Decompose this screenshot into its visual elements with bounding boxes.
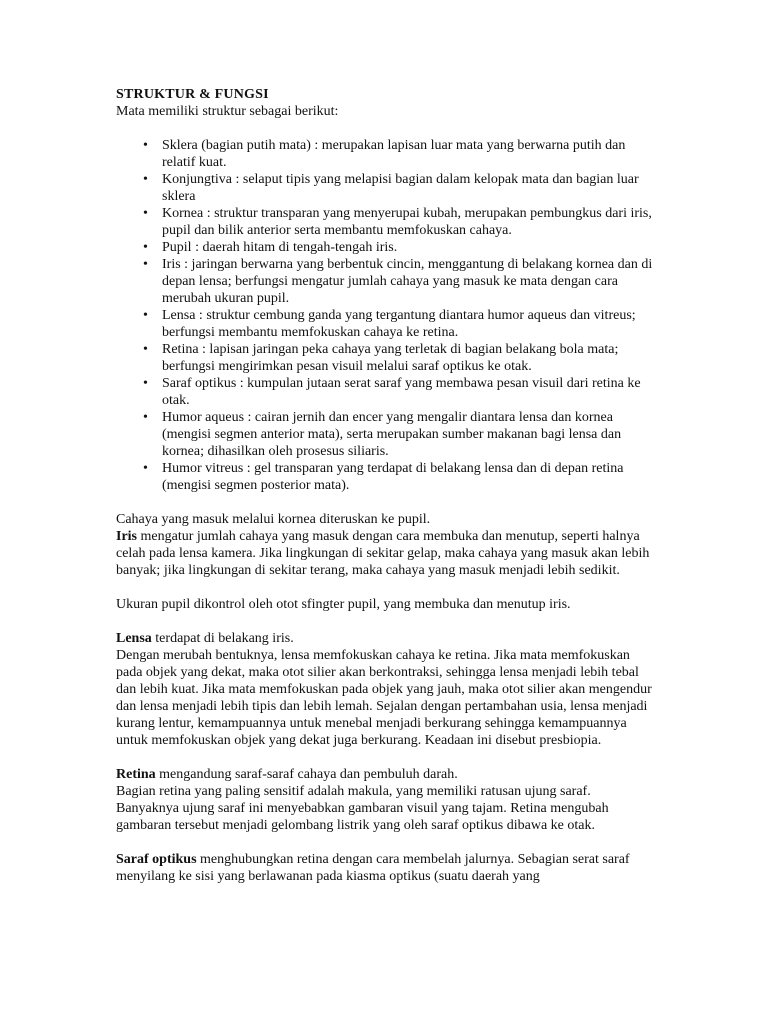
list-item-text: Iris : jaringan berwarna yang berbentuk cincin, menggantung di belakang kornea dan di depan lensa; berfungsi mengatur jumlah cahaya yang masuk ke mata dengan cara merubah ukuran pupil. xyxy=(162,257,653,306)
list-item xyxy=(116,205,656,239)
lensa-text: terdapat di belakang iris. xyxy=(151,631,294,646)
iris-paragraph xyxy=(116,528,656,579)
spacer xyxy=(116,834,656,851)
list-item-text: Konjungtiva : selaput tipis yang melapisi bagian dalam kelopak mata dan bagian luar sklera xyxy=(162,172,639,204)
list-item xyxy=(116,409,656,460)
document-title: STRUKTUR & FUNGSI xyxy=(116,87,269,102)
spacer xyxy=(116,494,656,511)
bullet-icon: • xyxy=(143,240,148,255)
bullet-icon: • xyxy=(143,376,148,391)
retina-detail-paragraph: Bagian retina yang paling sensitif adalah makula, yang memiliki ratusan ujung saraf. Banyaknya ujung saraf ini menyebabkan gambaran visuil yang tajam. Retina mengubah gambaran tersebut menjadi gelombang listrik yang oleh saraf optikus dibawa ke otak. xyxy=(116,784,609,833)
retina-text: mengandung saraf-saraf cahaya dan pembuluh darah. xyxy=(155,767,458,782)
iris-term: Iris xyxy=(116,529,137,544)
iris-text: mengatur jumlah cahaya yang masuk dengan cara membuka dan menutup, seperti halnya celah pada lensa kamera. Jika lingkungan di sekitar gelap, maka cahaya yang masuk akan lebih banyak; jika lingkungan di sekitar terang, maka cahaya yang masuk menjadi lebih sedikit. xyxy=(116,529,650,578)
bullet-icon: • xyxy=(143,461,148,476)
spacer xyxy=(116,749,656,766)
bullet-icon: • xyxy=(143,410,148,425)
saraf-paragraph xyxy=(116,851,656,885)
retina-term: Retina xyxy=(116,767,156,782)
pupil-paragraph: Ukuran pupil dikontrol oleh otot sfingter pupil, yang membuka dan menutup iris. xyxy=(116,597,571,612)
list-item xyxy=(116,239,656,256)
retina-paragraph xyxy=(116,766,656,783)
lensa-detail-paragraph: Dengan merubah bentuknya, lensa memfokuskan cahaya ke retina. Jika mata memfokuskan pada objek yang dekat, maka otot silier akan berkontraksi, sehingga lensa menjadi lebih tebal dan lebih kuat. Jika mata memfokuskan pada objek yang jauh, maka otot silier akan mengendur dan lensa menjadi lebih tipis dan lebih lemah. Sejalan dengan pertambahan usia, lensa menjadi kurang lentur, kemampuannya untuk menebal menjadi berkurang sehingga kemampuannya untuk memfokuskan objek yang dekat juga berkurang. Keadaan ini disebut presbiopia. xyxy=(116,648,652,748)
bullet-icon: • xyxy=(143,257,148,272)
list-item-text: Humor vitreus : gel transparan yang terdapat di belakang lensa dan di depan retina (mengisi segmen posterior mata). xyxy=(162,461,624,493)
list-item xyxy=(116,460,656,494)
list-item xyxy=(116,256,656,307)
list-item xyxy=(116,307,656,341)
intro-text: Mata memiliki struktur sebagai berikut: xyxy=(116,104,339,119)
spacer xyxy=(116,579,656,596)
structure-list xyxy=(116,137,656,494)
list-item xyxy=(116,171,656,205)
saraf-text: menghubungkan retina dengan cara membelah jalurnya. Sebagian serat saraf menyilang ke sisi yang berlawanan pada kiasma optikus (suatu daerah yang xyxy=(116,852,630,884)
bullet-icon: • xyxy=(143,308,148,323)
bullet-icon: • xyxy=(143,206,148,221)
spacer xyxy=(116,613,656,630)
list-item xyxy=(116,375,656,409)
bullet-icon: • xyxy=(143,342,148,357)
list-item-text: Lensa : struktur cembung ganda yang tergantung diantara humor aqueus dan vitreus; berfungsi membantu memfokuskan cahaya ke retina. xyxy=(162,308,636,340)
document-page xyxy=(116,86,656,885)
list-item-text: Sklera (bagian putih mata) : merupakan lapisan luar mata yang berwarna putih dan relatif kuat. xyxy=(162,138,626,170)
list-item-text: Retina : lapisan jaringan peka cahaya yang terletak di bagian belakang bola mata; berfungsi mengirimkan pesan visuil melalui saraf optikus ke otak. xyxy=(162,342,619,374)
list-item-text: Pupil : daerah hitam di tengah-tengah iris. xyxy=(162,240,398,255)
bullet-icon: • xyxy=(143,172,148,187)
list-item-text: Kornea : struktur transparan yang menyerupai kubah, merupakan pembungkus dari iris, pupil dan bilik anterior serta membantu memfokuskan cahaya. xyxy=(162,206,652,238)
cahaya-paragraph: Cahaya yang masuk melalui kornea diteruskan ke pupil. xyxy=(116,512,431,527)
list-item xyxy=(116,137,656,171)
lensa-paragraph xyxy=(116,630,656,647)
list-item xyxy=(116,341,656,375)
saraf-term: Saraf optikus xyxy=(116,852,197,867)
list-item-text: Saraf optikus : kumpulan jutaan serat saraf yang membawa pesan visuil dari retina ke otak. xyxy=(162,376,641,408)
bullet-icon: • xyxy=(143,138,148,153)
lensa-term: Lensa xyxy=(116,631,152,646)
list-item-text: Humor aqueus : cairan jernih dan encer yang mengalir diantara lensa dan kornea (mengisi segmen anterior mata), serta merupakan sumber makanan bagi lensa dan kornea; dihasilkan oleh prosesus siliaris. xyxy=(162,410,622,459)
